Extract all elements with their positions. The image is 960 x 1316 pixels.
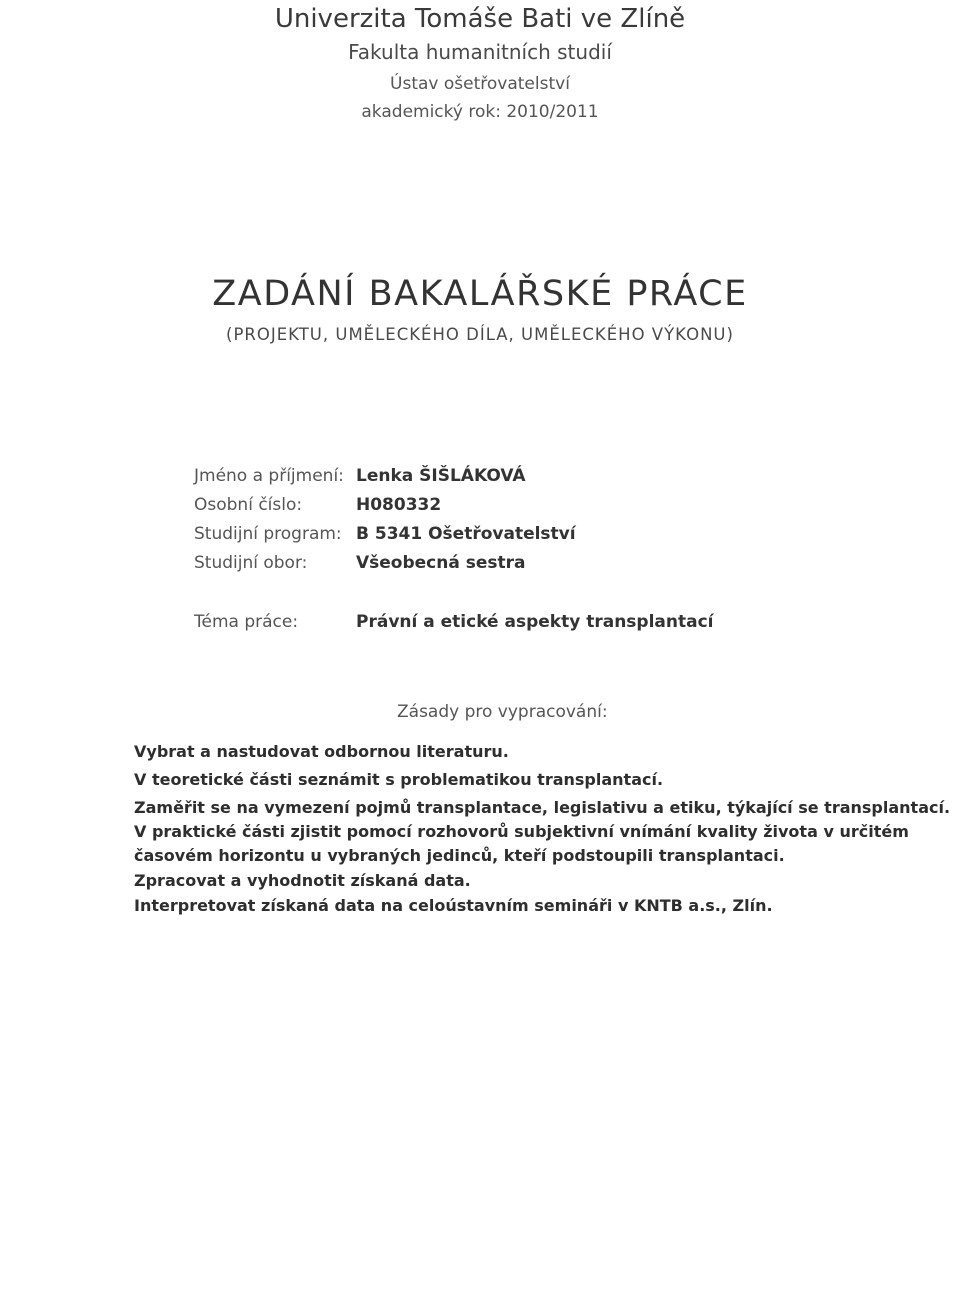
document-title: ZADÁNÍ BAKALÁŘSKÉ PRÁCE [212, 274, 748, 314]
field-label-study-program: Studijní program: [194, 524, 342, 544]
academic-year: akademický rok: 2010/2011 [361, 102, 599, 122]
field-label-study-field: Studijní obor: [194, 553, 308, 573]
field-value-study-field: Všeobecná sestra [356, 553, 526, 573]
field-label-personal-number: Osobní číslo: [194, 495, 303, 515]
principle-line: časovém horizontu u vybraných jedinců, kteří podstoupili transplantaci. [134, 846, 785, 865]
university-name: Univerzita Tomáše Bati ve Zlíně [274, 4, 686, 34]
principle-line: V teoretické části seznámit s problematikou transplantací. [134, 770, 664, 789]
principles-heading: Zásady pro vypracování: [397, 702, 608, 722]
institute-name: Ústav ošetřovatelství [390, 74, 570, 94]
faculty-name: Fakulta humanitních studií [348, 40, 612, 64]
principle-line: Interpretovat získaná data na celoústavním semináři v KNTB a.s., Zlín. [134, 896, 773, 915]
principle-line: V praktické části zjistit pomocí rozhovorů subjektivní vnímání kvality života v určitém [134, 822, 909, 841]
principle-line: Zpracovat a vyhodnotit získaná data. [134, 871, 471, 890]
topic-label: Téma práce: [194, 612, 299, 632]
field-value-personal-number: H080332 [356, 495, 442, 515]
field-label-name: Jméno a příjmení: [194, 466, 344, 486]
document-subtitle: (PROJEKTU, UMĚLECKÉHO DÍLA, UMĚLECKÉHO VÝKONU) [226, 325, 734, 344]
principle-line: Vybrat a nastudovat odbornou literaturu. [134, 742, 509, 761]
topic-value: Právní a etické aspekty transplantací [356, 612, 714, 632]
field-value-study-program: B 5341 Ošetřovatelství [356, 524, 576, 544]
field-value-name: Lenka ŠIŠLÁKOVÁ [356, 466, 526, 486]
principle-line: Zaměřit se na vymezení pojmů transplantace, legislativu a etiku, týkající se transplantací. [134, 798, 951, 817]
